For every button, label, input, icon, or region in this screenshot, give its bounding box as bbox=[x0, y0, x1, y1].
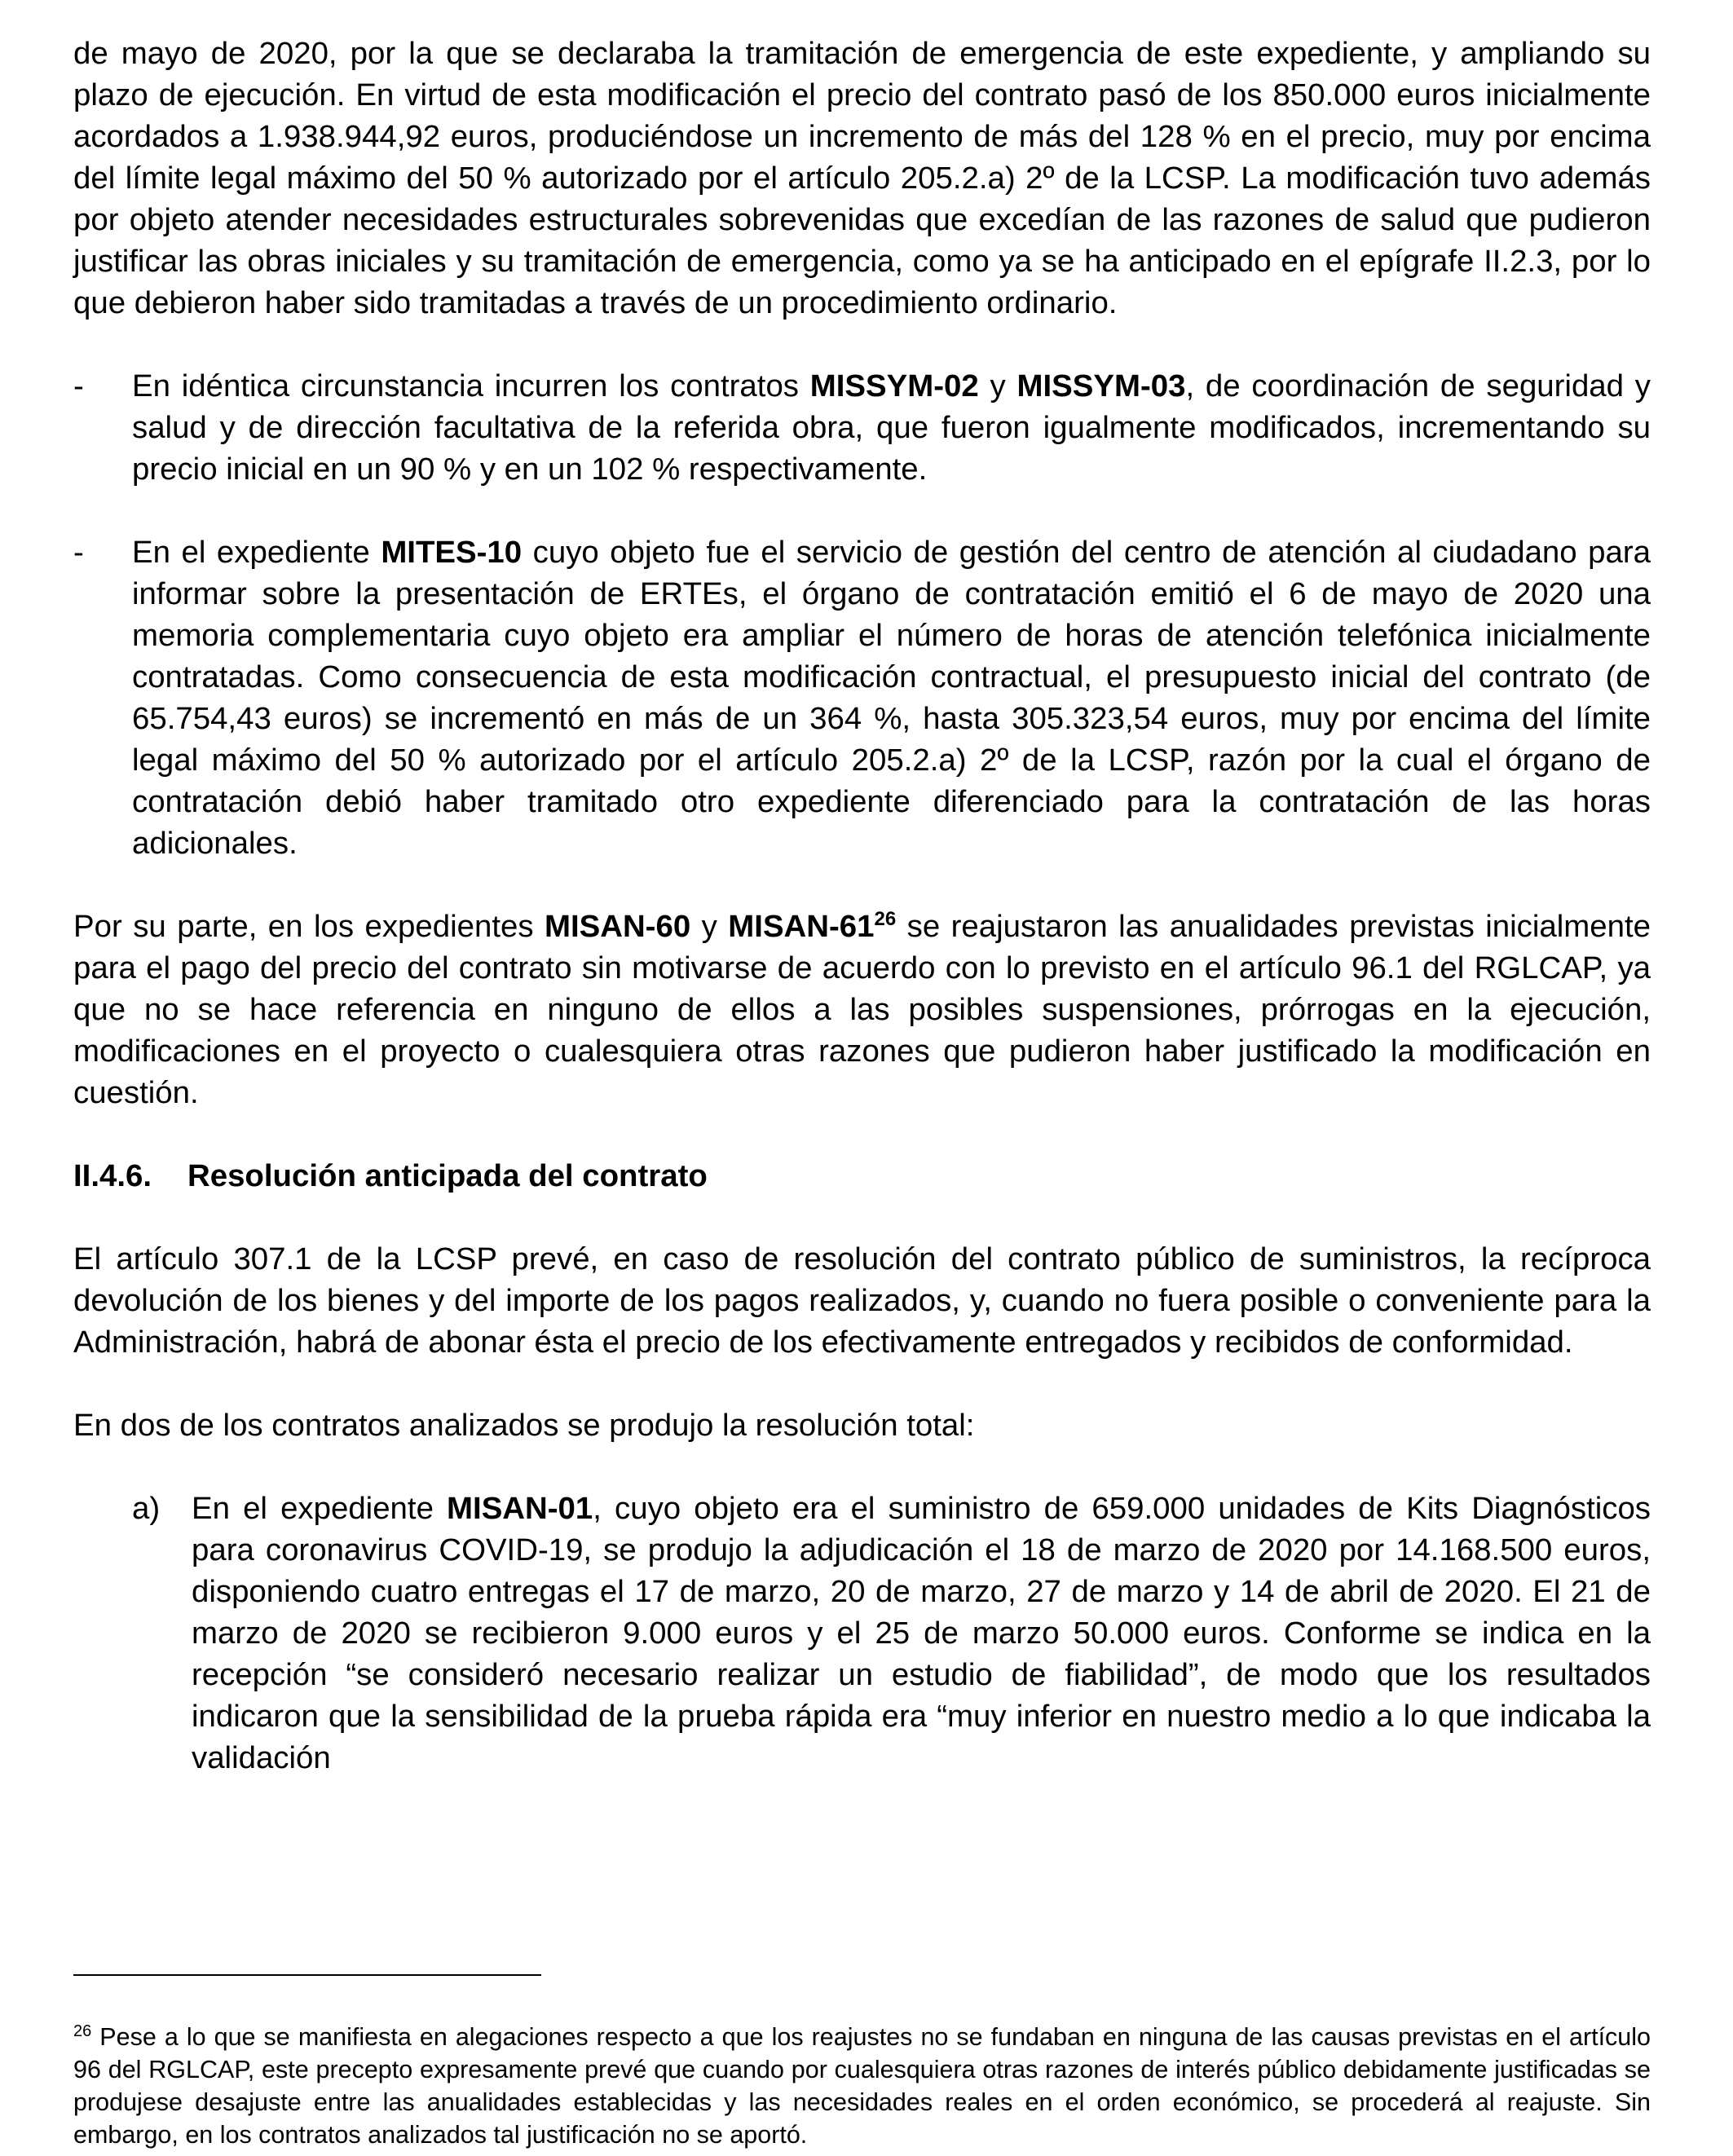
misan-paragraph bbox=[73, 906, 1651, 1113]
contract-code: MITES-10 bbox=[381, 535, 523, 570]
footnote-number: 26 bbox=[73, 2022, 92, 2040]
footnote-text: Pese a lo que se manifiesta en alegaciones respecto a que los reajustes no se fundaban en ninguna de las causas previstas en el artículo 96 del RGLCAP, este precepto expresamente prevé que cuando por cualesquiera otras razones de interés público debidamente justificadas se produjese desajuste entre las anualidades establecidas y las necesidades reales en el orden económico, se procederá al reajuste. Sin embargo, en los contratos analizados tal justificación no se aportó. bbox=[73, 2022, 1651, 2149]
bullet-text: En el expediente bbox=[132, 535, 381, 570]
section-heading bbox=[73, 1155, 1651, 1197]
bullet-text: En idéntica circunstancia incurren los contratos bbox=[132, 368, 810, 403]
page-body bbox=[73, 33, 1651, 1779]
list-item-text: , cuyo objeto era el suministro de 659.000 unidades de Kits Diagnósticos para coronavirus COVID-19, se produjo la adjudicación el 18 de marzo de 2020 por 14.168.500 euros, disponiendo cuatro entregas el 17 de marzo, 20 de marzo, 27 de marzo y 14 de abril de 2020. El 21 de marzo de 2020 se recibieron 9.000 euros y el 25 de marzo 50.000 euros. Conforme se indica en la recepción “se consideró necesario realizar un estudio de fiabilidad”, de modo que los resultados indicaron que la sensibilidad de la prueba rápida era “muy inferior en nuestro medio a lo que indicaba la validación bbox=[192, 1491, 1651, 1775]
footnote bbox=[73, 2021, 1651, 2151]
paragraph-text: se reajustaron las anualidades previstas inicialmente para el pago del precio del contrato sin motivarse de acuerdo con lo previsto en el artículo 96.1 del RGLCAP, ya que no se hace referencia en ninguno de ellos a las posibles suspensiones, prórrogas en la ejecución, modificaciones en el proyecto o cualesquiera otras razones que pudieron haber justificado la modificación en cuestión. bbox=[73, 909, 1651, 1110]
footnote-reference[interactable]: 26 bbox=[874, 908, 897, 931]
contract-code: MISAN-61 bbox=[728, 909, 875, 944]
paragraph-text: y bbox=[690, 909, 729, 944]
contract-code: MISSYM-03 bbox=[1016, 368, 1186, 403]
intro-paragraph: de mayo de 2020, por la que se declaraba la tramitación de emergencia de este expediente, y ampliando su plazo de ejecución. En virtud de esta modificación el precio del contrato pasó de los 850.000 euros inicialmente acordados a 1.938.944,92 euros, produciéndose un incremento de más del 128 % en el precio, muy por encima del límite legal máximo del 50 % autorizado por el artículo 205.2.a) 2º de la LCSP. La modificación tuvo además por objeto atender necesidades estructurales sobrevenidas que excedían de las razones de salud que pudieron justificar las obras iniciales y su tramitación de emergencia, como ya se ha anticipado en el epígrafe II.2.3, por lo que debieron haber sido tramitadas a través de un procedimiento ordinario. bbox=[73, 36, 1651, 320]
list-marker: a) bbox=[132, 1491, 161, 1526]
contract-code: MISAN-01 bbox=[447, 1491, 593, 1526]
bullet-dash: - bbox=[73, 368, 84, 403]
bullet-mites bbox=[73, 531, 1651, 864]
bullet-text: cuyo objeto fue el servicio de gestión del centro de atención al ciudadano para informar sobre la presentación de ERTEs, el órgano de contratación emitió el 6 de mayo de 2020 una memoria complementaria cuyo objeto era ampliar el número de horas de atención telefónica inicialmente contratadas. Como consecuencia de esta modificación contractual, el presupuesto inicial del contrato (de 65.754,43 euros) se incrementó en más de un 364 %, hasta 305.323,54 euros, muy por encima del límite legal máximo del 50 % autorizado por el artículo 205.2.a) 2º de la LCSP, razón por la cual el órgano de contratación debió haber tramitado otro expediente diferenciado para la contratación de las horas adicionales. bbox=[132, 535, 1651, 861]
footnote-divider bbox=[73, 1974, 541, 1976]
contract-code: MISSYM-02 bbox=[809, 368, 979, 403]
bullet-dash: - bbox=[73, 535, 84, 570]
contract-code: MISAN-60 bbox=[544, 909, 691, 944]
list-item-a bbox=[73, 1488, 1651, 1779]
list-item-text: En el expediente bbox=[192, 1491, 448, 1526]
section-number: II.4.6. bbox=[73, 1158, 152, 1193]
bullet-text: y bbox=[978, 368, 1017, 403]
resolution-paragraph: En dos de los contratos analizados se produjo la resolución total: bbox=[73, 1408, 975, 1443]
bullet-missym bbox=[73, 365, 1651, 490]
bullet-text: , de coordinación de seguridad y salud y de dirección facultativa de la referida obra, que fueron igualmente modificados, incrementando su precio inicial en un 90 % y en un 102 % respectivamente. bbox=[132, 368, 1651, 487]
paragraph-text: Por su parte, en los expedientes bbox=[73, 909, 545, 944]
section-title: Resolución anticipada del contrato bbox=[187, 1158, 708, 1193]
article-paragraph: El artículo 307.1 de la LCSP prevé, en caso de resolución del contrato público de suministros, la recíproca devolución de los bienes y del importe de los pagos realizados, y, cuando no fuera posible o conveniente para la Administración, habrá de abonar ésta el precio de los efectivamente entregados y recibidos de conformidad. bbox=[73, 1241, 1651, 1360]
